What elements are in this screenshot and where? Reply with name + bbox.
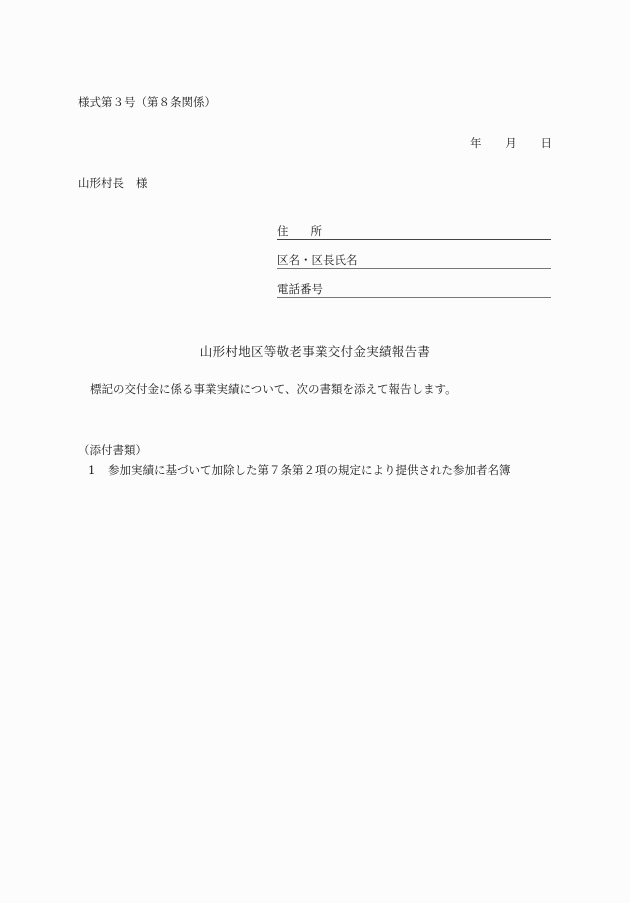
addressee-honorific: 様 <box>136 176 148 190</box>
attachment-item-text: 参加実績に基づいて加除した第７条第２項の規定により提供された参加者名簿 <box>108 463 511 477</box>
phone-number-field[interactable] <box>277 284 551 298</box>
attachment-item-number: 1 <box>88 463 96 477</box>
date-month-label: 月 <box>505 136 517 150</box>
date-day-label: 日 <box>540 136 552 150</box>
address-field[interactable] <box>277 226 551 240</box>
document-title-text: 山形村地区等敬老事業交付金実績報告書 <box>199 344 431 359</box>
address-label-part1: 住 <box>277 224 289 238</box>
district-leader-name-field[interactable] <box>277 255 551 269</box>
document-title <box>0 346 630 359</box>
addressee-name: 山形村長 <box>78 176 124 190</box>
phone-number-label: 電話番号 <box>277 282 323 296</box>
date-field <box>470 138 552 150</box>
attachment-list-item <box>88 465 511 477</box>
form-number: 様式第３号（第８条関係） <box>78 95 216 109</box>
addressee <box>78 178 148 190</box>
district-leader-label: 区名・区長氏名 <box>277 253 358 267</box>
body-paragraph: 標記の交付金に係る事業実績について、次の書類を添えて報告します。 <box>90 382 457 396</box>
attachments-heading: （添付書類） <box>78 443 147 457</box>
address-label-part2: 所 <box>310 224 322 238</box>
date-year-label: 年 <box>470 136 482 150</box>
